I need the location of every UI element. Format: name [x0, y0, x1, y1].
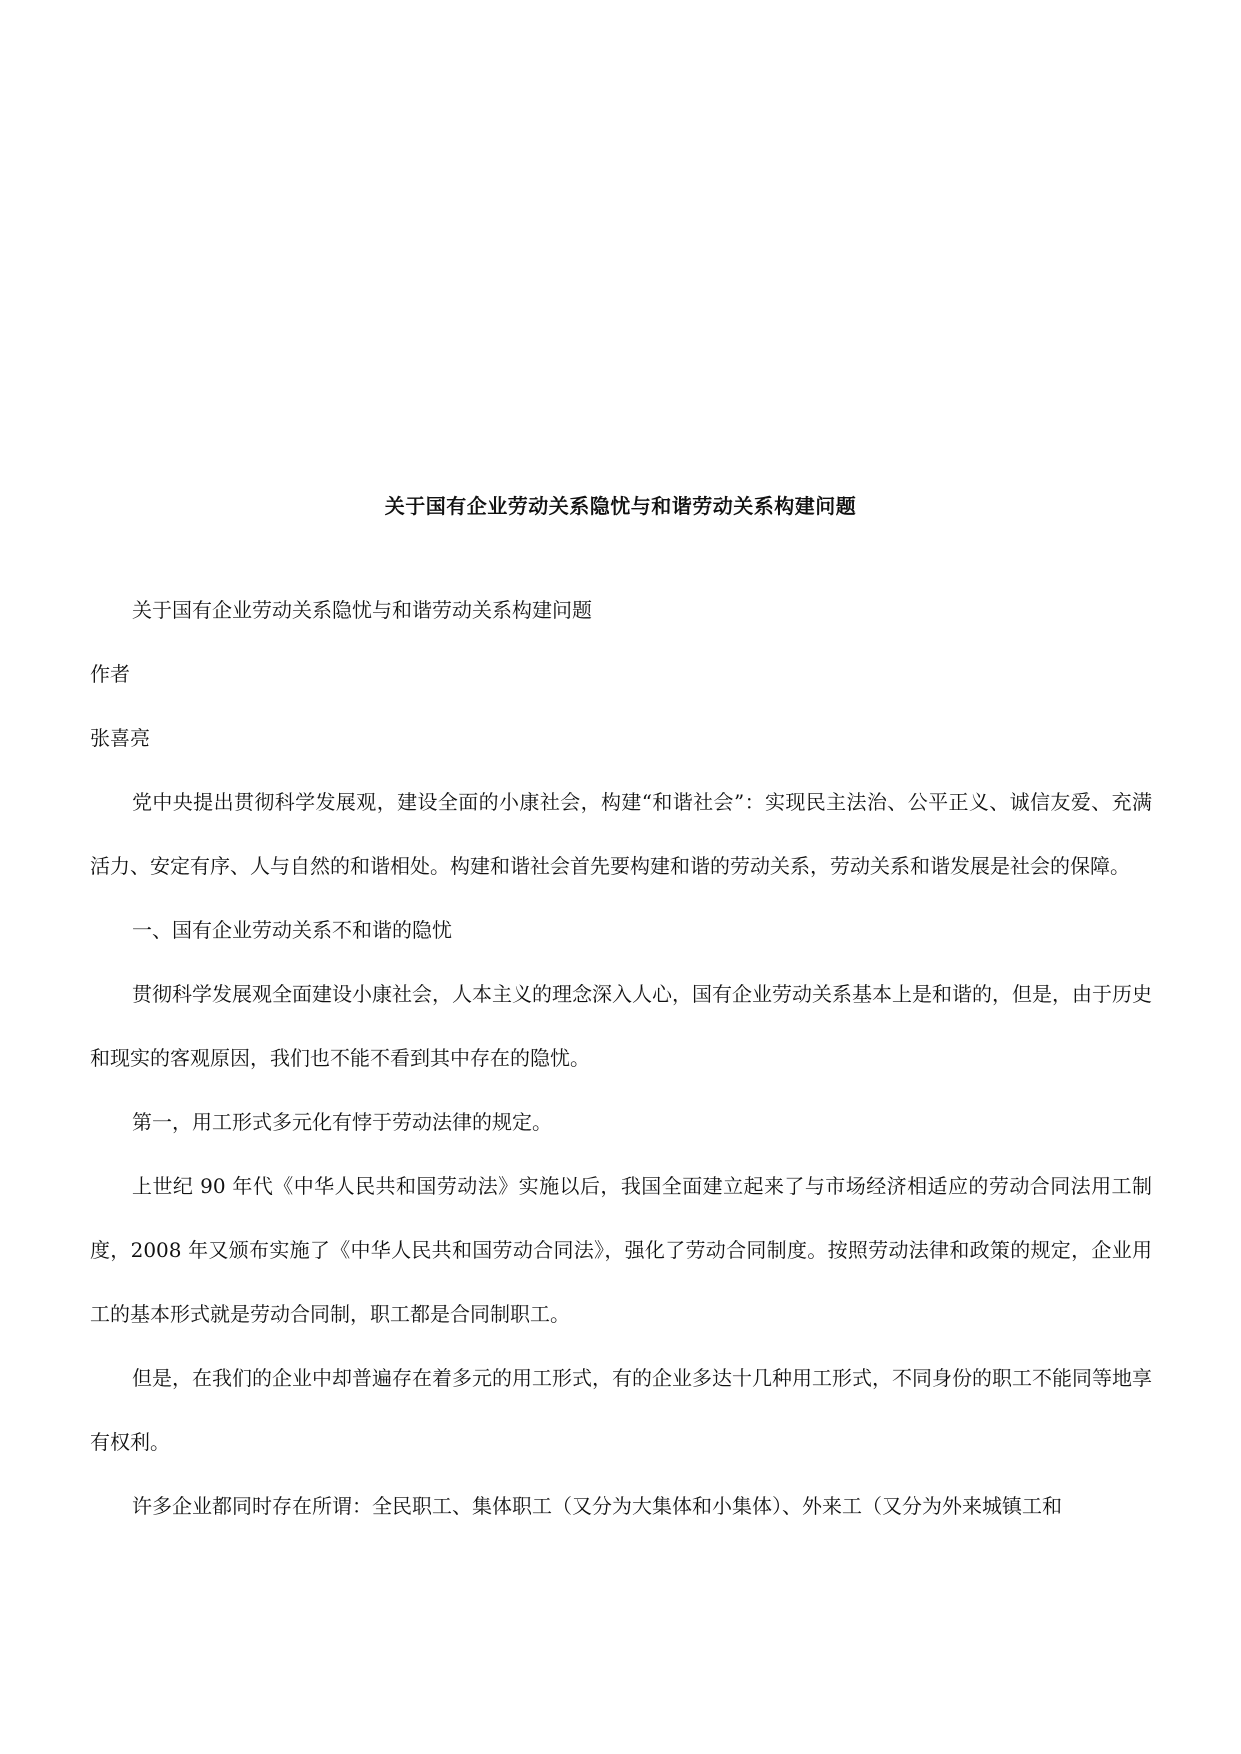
section-heading: 一、国有企业劳动关系不和谐的隐忧: [132, 918, 452, 942]
document-title: 关于国有企业劳动关系隐忧与和谐劳动关系构建问题: [384, 494, 857, 518]
paragraph: 许多企业都同时存在所谓：全民职工、集体职工（又分为大集体和小集体）、外来工（又分为外来城镇工和: [132, 1494, 1062, 1518]
paragraph-author-name: 张喜亮: [90, 726, 150, 750]
document-body: [90, 578, 1152, 1538]
paragraph-subtitle: 关于国有企业劳动关系隐忧与和谐劳动关系构建问题: [132, 598, 592, 622]
paragraph: 但是，在我们的企业中却普遍存在着多元的用工形式，有的企业多达十几种用工形式，不同身份的职工不能同等地享有权利。: [90, 1366, 1152, 1454]
paragraph: 党中央提出贯彻科学发展观，建设全面的小康社会，构建“和谐社会”：实现民主法治、公平正义、诚信友爱、充满活力、安定有序、人与自然的和谐相处。构建和谐社会首先要构建和谐的劳动关系，劳动关系和谐发展是社会的保障。: [90, 790, 1152, 878]
paragraph: 贯彻科学发展观全面建设小康社会，人本主义的理念深入人心，国有企业劳动关系基本上是和谐的，但是，由于历史和现实的客观原因，我们也不能不看到其中存在的隐忧。: [90, 982, 1152, 1070]
paragraph: 第一，用工形式多元化有悖于劳动法律的规定。: [132, 1110, 552, 1134]
paragraph-author-label: 作者: [90, 662, 130, 686]
paragraph: 上世纪 90 年代《中华人民共和国劳动法》实施以后，我国全面建立起来了与市场经济相适应的劳动合同法用工制度，2008 年又颁布实施了《中华人民共和国劳动合同法》，强化了劳动合同制度。按照劳动法律和政策的规定，企业用工的基本形式就是劳动合同制，职工都是合同制职工。: [90, 1174, 1152, 1326]
